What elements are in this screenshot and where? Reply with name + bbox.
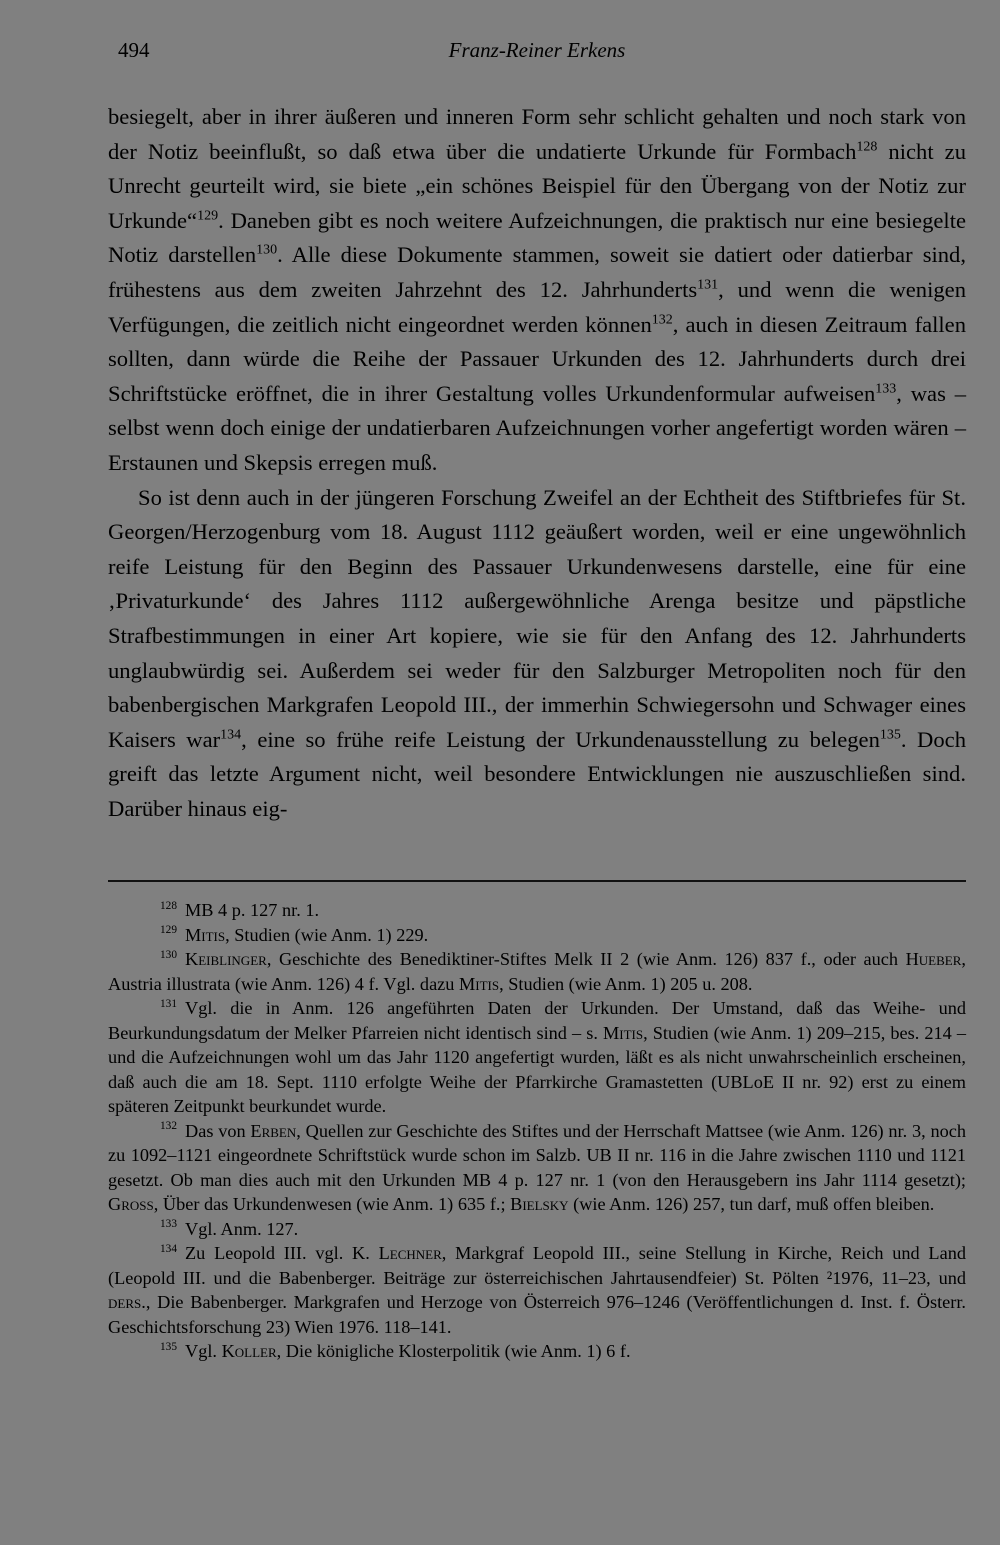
text-run: , und wenn die wenigen Verfügungen, die zeitlich nicht eingeordnet werden können	[108, 276, 967, 337]
footnote-text	[185, 1341, 631, 1361]
text-run: , Die Babenberger. Markgrafen und Herzoge von Österreich 976–1246 (Veröffentlichungen d. Inst. f. Österr. Geschichtsforschung 23) Wien 1976. 118–141.	[108, 1292, 966, 1337]
text-run: Zu Leopold III. vgl. K.	[185, 1243, 379, 1263]
page-number: 494	[118, 38, 150, 62]
text-run: , Markgraf Leopold III., seine Stellung in Kirche, Reich und Land (Leopold III. und die Babenberger. Beiträge zur österreichischen Jahrtausendfeier) St. Pölten ²1976, 11–23, und	[108, 1243, 966, 1288]
author-name: Koller	[221, 1341, 277, 1361]
text-run: , eine so frühe reife Leistung der Urkundenausstellung zu belegen	[241, 726, 880, 752]
author-name: Keiblinger	[185, 949, 267, 969]
footnote: $^{129}$ Mitis, Studien (wie Anm. 1) 229.	[160, 924, 429, 945]
footnote-text	[108, 998, 966, 1116]
page-header	[108, 38, 966, 68]
text-run: , Austria illustrata (wie Anm. 126) 4 f. Vgl. dazu	[108, 949, 966, 994]
footnote: $^{128}$ MB 4 p. 127 nr. 1.	[160, 899, 320, 920]
author-name: Erben	[250, 1120, 297, 1141]
footnotes	[108, 898, 966, 1364]
text-run: Vgl. die in Anm. 126 angeführten Daten der Urkunden. Der Umstand, daß das Weihe- und Beurkundungsdatum der Melker Pfarreien nicht identisch sind – s.	[108, 998, 966, 1043]
text-run: , was – selbst wenn doch einige der undatierbaren Aufzeichnungen vorher angefertigt worden wären – Erstaunen und Skepsis erregen muß.	[108, 380, 966, 475]
text-run: , Studien (wie Anm. 1) 229.	[225, 924, 429, 945]
text-run: . Doch greift das letzte Argument nicht, weil besondere Entwicklungen nie auszuschließen sind. Darüber hinaus eig-	[108, 726, 966, 821]
footnote: $^{130}$ Keiblinger, Geschichte des Benediktiner-Stiftes Melk II 2 (wie Anm. 126) 837 f., oder auch Hueber, Austria illustrata (wie Anm. 126) 4 f. Vgl. dazu Mitis, Studien (wie Anm. 1) 205 u. 208.	[108, 948, 966, 994]
footnote-text	[108, 1121, 966, 1215]
text-run: . Daneben gibt es noch weitere Aufzeichnungen, die praktisch nur eine besiegelte Notiz darstellen	[108, 207, 966, 268]
author-name: Mitis	[602, 1022, 644, 1043]
footnote-text	[185, 900, 319, 920]
text-run: , Über das Urkundenwesen (wie Anm. 1) 635 f.;	[153, 1194, 511, 1214]
footnote-ref: 129	[197, 208, 219, 224]
footnote: $^{132}$ Das von Erben, Quellen zur Geschichte des Stiftes und der Herrschaft Mattsee (wie Anm. 126) nr. 3, noch zu 1092–1121 eingeordnete Schriftstück wurde schon im Salzb. UB II nr. 116 in die Jahre zwischen 1110 und 1121 gesetzt. Ob man dies auch mit den Urkunden MB 4 p. 127 nr. 1 (von den Herausgebern ins Jahr 1114 gesetzt); Gross, Über das Urkundenwesen (wie Anm. 1) 635 f.; Bielsky (wie Anm. 126) 257, tun darf, muß offen bleiben.	[108, 1120, 966, 1214]
footnote-ref: 130	[256, 242, 278, 258]
footnote: $^{135}$ Vgl. Koller, Die königliche Klosterpolitik (wie Anm. 1) 6 f.	[160, 1340, 631, 1361]
footnote: $^{133}$ Vgl. Anm. 127.	[160, 1218, 299, 1239]
footnote-text	[108, 1243, 966, 1337]
text-run: , Studien (wie Anm. 1) 209–215, bes. 214 – und die Aufzeichnungen wohl um das Jahr 1120 angefertigt wurden, läßt es als nicht unwahrscheinlich erscheinen, daß auch die am 18. Sept. 1110 erfolgte Weihe der Pfarrkirche Gramastetten (UBLoE II nr. 92) erst zu einem späteren Zeitpunkt beurkundet wurde.	[108, 1022, 966, 1116]
text-run: So ist denn auch in der jüngeren Forschung Zweifel an der Echtheit des Stiftbriefes für St. Georgen/Herzogenburg vom 18. August 1112 geäußert worden, weil er eine ungewöhnlich reife Leistung für den Beginn des Passauer Urkundenwesens darstelle, eine für eine ‚Privaturkunde‘ des Jahres 1112 außergewöhnliche Arenga besitze und päpstliche Strafbestimmungen in einer Art kopiere, wie sie für den Anfang des 12. Jahrhunderts unglaubwürdig sei. Außerdem sei weder für den Salzburger Metropoliten noch für den babenbergischen Markgrafen Leopold III., der immerhin Schwiegersohn und Schwager eines Kaisers war	[108, 484, 966, 752]
text-run: , Geschichte des Benediktiner-Stiftes Melk II 2 (wie Anm. 126) 837 f., oder auch	[266, 949, 906, 969]
footnote: $^{131}$ Vgl. die in Anm. 126 angeführten Daten der Urkunden. Der Umstand, daß das Weihe- und Beurkundungsdatum der Melker Pfarreien nicht identisch sind – s. Mitis, Studien (wie Anm. 1) 209–215, bes. 214 – und die Aufzeichnungen wohl um das Jahr 1120 angefertigt wurden, läßt es als nicht unwahrscheinlich erscheinen, daß auch die am 18. Sept. 1110 erfolgte Weihe der Pfarrkirche Gramastetten (UBLoE II nr. 92) erst zu einem späteren Zeitpunkt beurkundet wurde.	[108, 997, 966, 1116]
text-run: , auch in diesen Zeitraum fallen sollten, dann würde die Reihe der Passauer Urkunden des 12. Jahrhunderts durch drei Schriftstücke eröffnet, die in ihrer Gestaltung volles Urkundenformular aufweisen	[108, 311, 967, 406]
footnote-text	[108, 949, 966, 994]
author-name: ders.	[108, 1292, 146, 1312]
author-name: Mitis	[185, 924, 226, 945]
author-name: Lechner	[378, 1243, 442, 1263]
footnote-ref: 134	[220, 727, 242, 743]
author-name: Gross	[108, 1194, 154, 1214]
footnote-text	[185, 1219, 298, 1239]
text-run: Vgl.	[185, 1341, 222, 1361]
author-name: Mitis	[459, 973, 500, 994]
footnote-ref: 128	[856, 139, 878, 155]
text-run: , Quellen zur Geschichte des Stiftes und der Herrschaft Mattsee (wie Anm. 126) nr. 3, noch zu 1092–1121 eingeordnete Schriftstück wurde schon im Salzb. UB II nr. 116 in die Jahre zwischen 1110 und 1121 gesetzt. Ob man dies auch mit den Urkunden MB 4 p. 127 nr. 1 (von den Herausgebern ins Jahr 1114 gesetzt);	[108, 1120, 966, 1190]
text-run: Das von	[185, 1120, 251, 1141]
paragraph	[108, 481, 966, 827]
text-run: besiegelt, aber in ihrer äußeren und inneren Form sehr schlicht gehalten und noch stark von der Notiz beeinflußt, so daß etwa über die undatierte Urkunde für Formbach	[108, 104, 966, 164]
text-run: (wie Anm. 126) 257, tun darf, muß offen bleiben.	[568, 1194, 935, 1214]
footnote-separator	[108, 880, 966, 882]
footnote: $^{134}$ Zu Leopold III. vgl. K. Lechner, Markgraf Leopold III., seine Stellung in Kirche, Reich und Land (Leopold III. und die Babenberger. Beiträge zur österreichischen Jahrtausendfeier) St. Pölten ²1976, 11–23, und ders., Die Babenberger. Markgrafen und Herzoge von Österreich 976–1246 (Veröffentlichungen d. Inst. f. Österr. Geschichtsforschung 23) Wien 1976. 118–141.	[108, 1242, 966, 1337]
text-run: Vgl. Anm. 127.	[185, 1218, 299, 1239]
footnote-ref: 131	[697, 277, 719, 293]
text-run: , Die königliche Klosterpolitik (wie Anm. 1) 6 f.	[276, 1341, 631, 1361]
text-run: , Studien (wie Anm. 1) 205 u. 208.	[499, 973, 753, 994]
footnote-text	[185, 925, 428, 945]
text-run: nicht zu Unrecht geurteilt wird, sie biete „ein schönes Beispiel für den Übergang von der Notiz zur Urkunde“	[108, 138, 966, 233]
footnote-ref: 135	[879, 727, 901, 743]
footnote-ref: 133	[875, 381, 897, 397]
running-head: Franz-Reiner Erkens	[448, 38, 626, 62]
paragraph	[108, 100, 966, 481]
text-run: . Alle diese Dokumente stammen, soweit sie datiert oder datierbar sind, frühestens aus dem zweiten Jahrzehnt des 12. Jahrhunderts	[108, 242, 967, 302]
author-name: Bielsky	[510, 1194, 569, 1214]
footnote-ref: 132	[651, 312, 673, 328]
body-text	[108, 100, 966, 826]
text-run: MB 4 p. 127 nr. 1.	[185, 900, 320, 920]
author-name: Hueber	[905, 949, 962, 969]
